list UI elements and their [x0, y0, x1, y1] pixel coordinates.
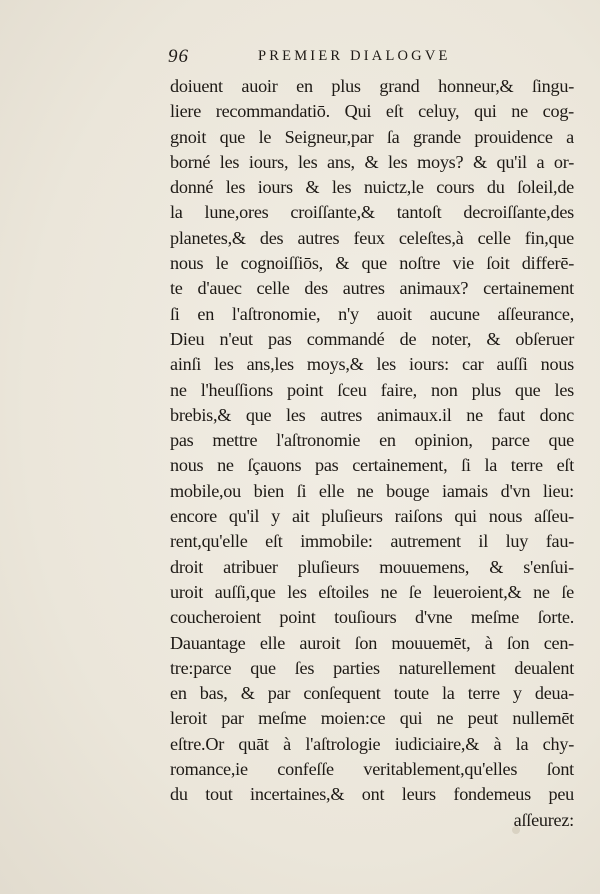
text-line: Dieu n'eut pas commandé de noter, & obſeruer: [170, 328, 574, 349]
running-title: PREMIER DIALOGVE: [258, 48, 451, 64]
text-line: tre:parce que ſes parties naturellement deualent: [170, 657, 574, 678]
page-number: 96: [168, 46, 189, 67]
text-line: liere recommandatiō. Qui eſt celuy, qui ne cog-: [170, 101, 574, 122]
paper-stain: [512, 826, 520, 834]
text-line: en bas, & par conſequent toute la terre y deua-: [170, 683, 574, 704]
text-line: ſi en l'aſtronomie, n'y auoit aucune aſſeurance,: [170, 303, 574, 324]
text-line: planetes,& des autres feux celeſtes,à celle fin,que: [170, 227, 574, 248]
text-line: uroit auſſi,que les eſtoiles ne ſe leueroient,& ne ſe: [170, 581, 574, 602]
text-line: du tout incertaines,& ont leurs fondemeus peu: [170, 784, 574, 805]
text-line: nous ne ſçauons pas certainement, ſi la terre eſt: [170, 455, 574, 476]
text-line: coucheroient point touſiours d'vne meſme ſorte.: [170, 607, 574, 628]
text-line: te d'auec celle des autres animaux? certainement: [170, 278, 574, 299]
text-line-catchword: aſſeurez:: [513, 809, 574, 830]
text-line: pas mettre l'aſtronomie en opinion, parce que: [170, 430, 574, 451]
text-line: rent,qu'elle eſt immobile: autrement il luy fau-: [170, 531, 574, 552]
text-line: brebis,& que les autres animaux.il ne faut donc: [170, 404, 574, 425]
text-line: leroit par meſme moien:ce qui ne peut nullemēt: [170, 708, 574, 729]
text-line: ne l'heuſſions point ſceu faire, non plus que les: [170, 379, 574, 400]
text-line: doiuent auoir en plus grand honneur,& ſingu-: [170, 76, 574, 96]
text-line: eſtre.Or quāt à l'aſtrologie iudiciaire,& à la chy-: [170, 733, 574, 754]
text-line: la lune,ores croiſſante,& tantoſt decroiſſante,des: [170, 202, 574, 223]
text-line: donné les iours & les nuictz,le cours du ſoleil,de: [170, 177, 574, 198]
text-line: droit atribuer pluſieurs mouuemens, & s'enſui-: [170, 556, 574, 577]
text-line: nous le cognoiſſiōs, & que noſtre vie ſoit differē-: [170, 253, 574, 274]
page-header: [168, 46, 588, 68]
text-line: romance,ie confeſſe veritablement,qu'elles ſont: [170, 759, 574, 780]
text-line: Dauantage elle auroit ſon mouuemēt, à ſon cen-: [170, 632, 574, 653]
text-line: borné les iours, les ans, & les moys? & qu'il a or-: [170, 151, 574, 172]
text-line: gnoit que le Seigneur,par ſa grande prouidence a: [170, 126, 574, 147]
text-line: mobile,ou bien ſi elle ne bouge iamais d'vn lieu:: [170, 480, 574, 501]
body-text: [170, 74, 574, 833]
text-line: ainſi les ans,les moys,& les iours: car auſſi nous: [170, 354, 574, 375]
text-line: encore qu'il y ait pluſieurs raiſons qui nous aſſeu-: [170, 506, 574, 527]
